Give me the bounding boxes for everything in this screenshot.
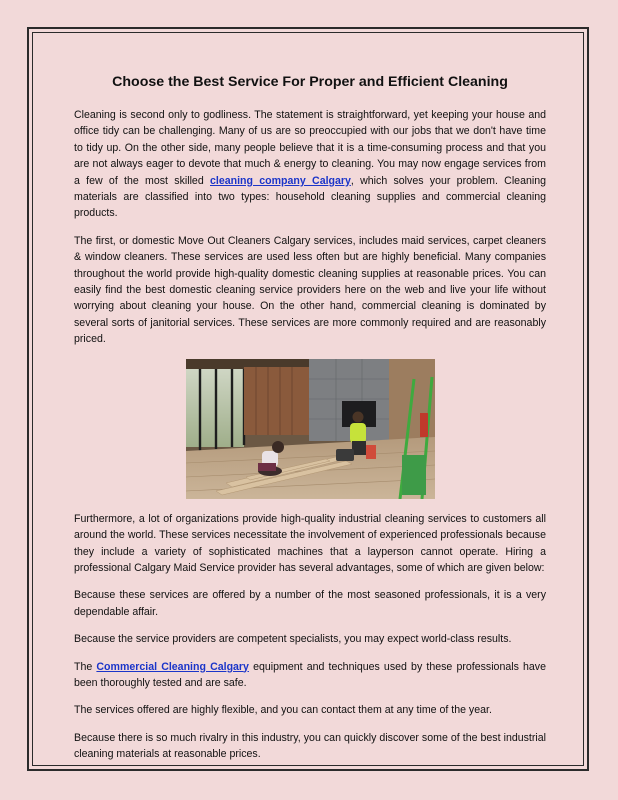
paragraph-advantage-4: The services offered are highly flexible, and you can contact them at any time of the year. <box>74 704 492 717</box>
paragraph-intro <box>74 107 546 222</box>
paragraph-advantage-2: Because the service providers are competent specialists, you may expect world-class results. <box>74 633 512 646</box>
paragraph-advantage-3 <box>74 659 546 692</box>
cleaning-photo <box>186 359 435 499</box>
article <box>74 72 546 774</box>
paragraph-advantage-5: Because there is so much rivalry in this industry, you can quickly discover some of the best industrial cleaning materials at reasonable prices. <box>74 731 546 761</box>
paragraph-text: equipment and techniques used by these professionals have been thoroughly tested and are safe. <box>74 660 546 689</box>
article-title: Choose the Best Service For Proper and Efficient Cleaning <box>112 74 508 90</box>
paragraph-text: Cleaning is second only to godliness. The statement is straightforward, yet keeping your house and office tidy can be challenging. Many of us are so preoccupied with our jobs that we don't have time to tidy up. On the other side, many people believe that it is a time-consuming process and that you are not always eager to devote that much & energy to cleaning. You may now engage services from a few of the most skilled <box>74 109 546 187</box>
cleaning-company-link[interactable]: cleaning company Calgary <box>210 174 351 187</box>
paragraph-advantage-1: Because these services are offered by a number of the most seasoned professionals, it is a very dependable affair. <box>74 589 546 618</box>
paragraph-text: The <box>74 660 97 673</box>
paragraph-domestic: The first, or domestic Move Out Cleaners Calgary services, includes maid services, carpet cleaners & window cleaners. These services are used less often but are highly beneficial. Many companies throughout the world provide high-quality domestic cleaning supplies at reasonable prices. You can easily find the best domestic cleaning service providers here on the web and live your life without worrying about cleaning your house. On the other hand, commercial cleaning is dominated by several sorts of janitorial services. These services are more commonly required and are reasonably priced. <box>74 234 546 346</box>
paragraph-text: , which solves your problem. Cleaning materials are classified into two types: household cleaning supplies and commercial cleaning products. <box>74 174 546 220</box>
commercial-cleaning-link[interactable]: Commercial Cleaning Calgary <box>96 660 249 673</box>
paragraph-industrial: Furthermore, a lot of organizations provide high-quality industrial cleaning services to customers all around the world. These services necessitate the involvement of experienced professionals because they include a variety of sophisticated machines that a layperson cannot operate. Hiring a professional Calgary Maid Service provider has several advantages, some of which are given below: <box>74 512 546 574</box>
